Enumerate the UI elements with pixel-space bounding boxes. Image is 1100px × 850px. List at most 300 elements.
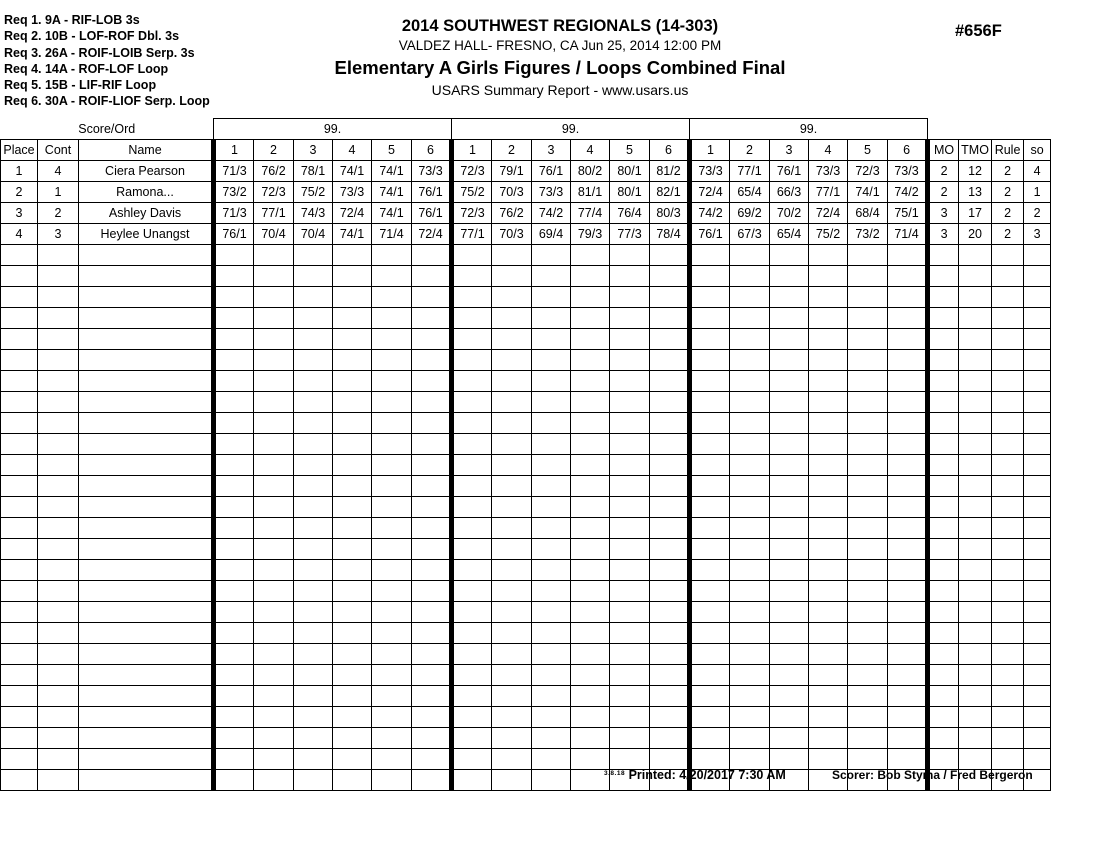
cell-score-g2-3 [532, 581, 571, 602]
cell-tmo [959, 455, 992, 476]
cell-cont [38, 602, 79, 623]
cell-rule [992, 308, 1024, 329]
cell-mo [928, 434, 959, 455]
cell-score-g1-2 [254, 686, 294, 707]
cell-score-g3-4 [809, 539, 848, 560]
cell-so: 2 [1024, 203, 1051, 224]
cell-score-g1-1 [214, 728, 254, 749]
cell-name [79, 329, 214, 350]
cell-score-g2-3 [532, 560, 571, 581]
cell-score-g2-4 [571, 665, 610, 686]
cell-name [79, 434, 214, 455]
cell-score-g2-6 [650, 350, 690, 371]
cell-score-g2-3 [532, 707, 571, 728]
cell-score-g1-6 [412, 329, 452, 350]
cell-mo [928, 287, 959, 308]
table-row-empty[interactable] [1, 539, 1051, 560]
cell-rule: 2 [992, 203, 1024, 224]
cell-score-g3-1 [690, 266, 730, 287]
cell-score-g2-3 [532, 455, 571, 476]
cell-score-g1-2 [254, 413, 294, 434]
cell-score-g3-5 [848, 602, 888, 623]
cell-score-g1-6 [412, 665, 452, 686]
table-row-empty[interactable] [1, 287, 1051, 308]
column-header-name: Name [79, 140, 214, 161]
cell-score-g3-1: 74/2 [690, 203, 730, 224]
cell-score-g2-5 [610, 329, 650, 350]
cell-score-g3-3 [770, 602, 809, 623]
cell-score-g2-2 [492, 350, 532, 371]
column-header-place: Place [1, 140, 38, 161]
cell-score-g3-3: 66/3 [770, 182, 809, 203]
report-footer [0, 766, 1048, 786]
cell-score-g2-1 [452, 392, 492, 413]
cell-score-g3-3 [770, 413, 809, 434]
cell-score-g2-5 [610, 371, 650, 392]
requirement-line: Req 4. 14A - ROF-LOF Loop [4, 61, 169, 76]
column-header-rule: Rule [992, 140, 1024, 161]
table-row-empty[interactable] [1, 245, 1051, 266]
cell-score-g1-5 [372, 707, 412, 728]
cell-score-g3-1 [690, 707, 730, 728]
cell-score-g1-5 [372, 644, 412, 665]
cell-score-g3-4 [809, 728, 848, 749]
cell-score-g2-3 [532, 476, 571, 497]
cell-score-g2-5: 80/1 [610, 161, 650, 182]
cell-score-g1-5 [372, 581, 412, 602]
cell-tmo [959, 497, 992, 518]
cell-tmo [959, 602, 992, 623]
cell-score-g2-5 [610, 287, 650, 308]
cell-score-g3-5 [848, 623, 888, 644]
cell-score-g1-6 [412, 518, 452, 539]
cell-cont [38, 455, 79, 476]
cell-score-g1-1 [214, 350, 254, 371]
cell-tmo [959, 350, 992, 371]
cell-score-g3-2 [730, 665, 770, 686]
cell-score-g2-5 [610, 497, 650, 518]
cell-name [79, 455, 214, 476]
cell-score-g3-4 [809, 686, 848, 707]
cell-score-g2-6 [650, 560, 690, 581]
cell-score-g2-3 [532, 245, 571, 266]
cell-score-g1-3: 75/2 [294, 182, 333, 203]
cell-score-g1-5 [372, 518, 412, 539]
cell-score-g2-5 [610, 350, 650, 371]
column-header-judge-g1-2: 2 [254, 140, 294, 161]
cell-score-g1-4 [333, 308, 372, 329]
cell-score-g3-4 [809, 413, 848, 434]
cell-score-g3-1 [690, 665, 730, 686]
cell-rule: 2 [992, 224, 1024, 245]
cell-score-g3-6 [888, 707, 928, 728]
cell-score-g2-4 [571, 308, 610, 329]
cell-place [1, 665, 38, 686]
cell-score-g3-3 [770, 266, 809, 287]
table-row[interactable] [1, 203, 1051, 224]
cell-rule [992, 371, 1024, 392]
cell-score-g2-1 [452, 497, 492, 518]
cell-score-g1-4 [333, 350, 372, 371]
cell-score-g2-4 [571, 329, 610, 350]
cell-place [1, 644, 38, 665]
cell-tmo [959, 476, 992, 497]
cell-score-g3-3 [770, 371, 809, 392]
cell-score-g2-3: 73/3 [532, 182, 571, 203]
cell-cont [38, 245, 79, 266]
cell-score-g1-6 [412, 266, 452, 287]
cell-score-g1-4 [333, 434, 372, 455]
table-row-empty[interactable] [1, 392, 1051, 413]
cell-rule [992, 602, 1024, 623]
cell-score-g1-5 [372, 371, 412, 392]
cell-mo [928, 623, 959, 644]
cell-score-g1-3: 70/4 [294, 224, 333, 245]
cell-score-g3-5: 72/3 [848, 161, 888, 182]
cell-tmo: 12 [959, 161, 992, 182]
cell-score-g1-2 [254, 434, 294, 455]
cell-score-g2-4 [571, 518, 610, 539]
cell-cont [38, 287, 79, 308]
cell-score-g2-2 [492, 455, 532, 476]
cell-score-g1-4 [333, 623, 372, 644]
cell-score-g3-1 [690, 413, 730, 434]
cell-rule [992, 665, 1024, 686]
cell-score-g3-5 [848, 476, 888, 497]
cell-score-g1-1 [214, 644, 254, 665]
cell-score-g2-4 [571, 287, 610, 308]
cell-tmo [959, 329, 992, 350]
cell-so [1024, 728, 1051, 749]
cell-so [1024, 497, 1051, 518]
cell-name [79, 665, 214, 686]
requirement-line: Req 5. 15B - LIF-RIF Loop [4, 78, 157, 93]
cell-score-g2-6 [650, 581, 690, 602]
cell-score-g2-1 [452, 707, 492, 728]
cell-score-g2-4 [571, 707, 610, 728]
table-row-empty[interactable] [1, 665, 1051, 686]
cell-score-g3-3 [770, 497, 809, 518]
table-row[interactable] [1, 161, 1051, 182]
cell-score-g3-2 [730, 539, 770, 560]
cell-score-g2-3 [532, 497, 571, 518]
cell-score-g1-6 [412, 476, 452, 497]
cell-mo [928, 413, 959, 434]
cell-score-g2-6 [650, 434, 690, 455]
cell-score-g3-4 [809, 371, 848, 392]
cell-score-g3-5 [848, 308, 888, 329]
cell-name [79, 560, 214, 581]
cell-score-g1-2: 70/4 [254, 224, 294, 245]
cell-score-g2-2 [492, 707, 532, 728]
cell-score-g3-3 [770, 623, 809, 644]
column-header-tmo: TMO [959, 140, 992, 161]
cell-score-g2-1 [452, 560, 492, 581]
cell-score-g1-3 [294, 560, 333, 581]
cell-mo: 2 [928, 161, 959, 182]
cell-cont [38, 434, 79, 455]
cell-score-g2-1: 72/3 [452, 161, 492, 182]
cell-score-g3-6 [888, 350, 928, 371]
cell-score-g2-2: 70/3 [492, 182, 532, 203]
cell-score-g1-6 [412, 392, 452, 413]
cell-score-g1-1 [214, 266, 254, 287]
cell-score-g2-6 [650, 665, 690, 686]
table-row-empty[interactable] [1, 497, 1051, 518]
cell-score-g1-5: 74/1 [372, 203, 412, 224]
cell-score-g2-4 [571, 455, 610, 476]
cell-tmo [959, 560, 992, 581]
cell-score-g2-4 [571, 602, 610, 623]
table-row-empty[interactable] [1, 413, 1051, 434]
table-row-empty[interactable] [1, 455, 1051, 476]
cell-score-g1-6 [412, 560, 452, 581]
cell-score-g1-5 [372, 665, 412, 686]
cell-name [79, 686, 214, 707]
cell-score-g2-6: 80/3 [650, 203, 690, 224]
cell-score-g3-6 [888, 371, 928, 392]
cell-score-g2-5 [610, 455, 650, 476]
column-header-judge-g2-1: 1 [452, 140, 492, 161]
cell-tmo: 17 [959, 203, 992, 224]
cell-score-g3-1 [690, 644, 730, 665]
table-row-empty[interactable] [1, 434, 1051, 455]
cell-so [1024, 413, 1051, 434]
cell-score-g2-3 [532, 329, 571, 350]
cell-score-g3-3 [770, 455, 809, 476]
cell-place [1, 686, 38, 707]
cell-score-g2-4 [571, 686, 610, 707]
cell-score-g2-2 [492, 686, 532, 707]
column-header-judge-g2-6: 6 [650, 140, 690, 161]
group-header-3: 99. [690, 119, 928, 140]
cell-name [79, 644, 214, 665]
cell-score-g1-3 [294, 245, 333, 266]
cell-score-g3-2 [730, 476, 770, 497]
cell-score-g2-6 [650, 308, 690, 329]
cell-so [1024, 560, 1051, 581]
cell-mo [928, 245, 959, 266]
cell-score-g3-5 [848, 392, 888, 413]
table-row-empty[interactable] [1, 371, 1051, 392]
cell-score-g3-4 [809, 287, 848, 308]
cell-place [1, 455, 38, 476]
cell-score-g3-1 [690, 245, 730, 266]
cell-score-g2-5 [610, 728, 650, 749]
cell-so [1024, 665, 1051, 686]
cell-name [79, 581, 214, 602]
cell-score-g1-4 [333, 728, 372, 749]
cell-score-g1-1 [214, 518, 254, 539]
cell-score-g1-3 [294, 350, 333, 371]
cell-cont [38, 329, 79, 350]
column-header-judge-g2-2: 2 [492, 140, 532, 161]
cell-score-g1-5: 74/1 [372, 161, 412, 182]
cell-so [1024, 518, 1051, 539]
cell-score-g3-5 [848, 728, 888, 749]
cell-score-g3-5 [848, 329, 888, 350]
table-row-empty[interactable] [1, 707, 1051, 728]
cell-score-g2-6: 81/2 [650, 161, 690, 182]
table-row-empty[interactable] [1, 686, 1051, 707]
cell-score-g1-1 [214, 392, 254, 413]
cell-score-g3-5 [848, 266, 888, 287]
cell-score-g1-2 [254, 308, 294, 329]
cell-score-g1-5 [372, 434, 412, 455]
cell-score-g1-1 [214, 707, 254, 728]
column-header-judge-g3-4: 4 [809, 140, 848, 161]
cell-score-g1-2 [254, 581, 294, 602]
cell-tmo [959, 434, 992, 455]
cell-score-g3-5: 74/1 [848, 182, 888, 203]
cell-score-g1-5 [372, 476, 412, 497]
table-row-empty[interactable] [1, 728, 1051, 749]
cell-score-g2-5: 76/4 [610, 203, 650, 224]
cell-rule [992, 728, 1024, 749]
cell-name [79, 518, 214, 539]
table-row-empty[interactable] [1, 350, 1051, 371]
cell-name [79, 413, 214, 434]
cell-score-g2-6 [650, 602, 690, 623]
cell-mo: 2 [928, 182, 959, 203]
cell-score-g3-1 [690, 455, 730, 476]
cell-score-g2-2 [492, 392, 532, 413]
cell-score-g1-3 [294, 623, 333, 644]
cell-score-g2-4 [571, 245, 610, 266]
cell-cont [38, 518, 79, 539]
cell-score-g3-1 [690, 308, 730, 329]
cell-score-g2-6 [650, 413, 690, 434]
cell-score-g3-5 [848, 539, 888, 560]
table-row-empty[interactable] [1, 560, 1051, 581]
cell-score-g2-3 [532, 413, 571, 434]
cell-score-g2-5: 77/3 [610, 224, 650, 245]
cell-score-g2-5 [610, 245, 650, 266]
cell-place [1, 329, 38, 350]
cell-score-g3-1 [690, 539, 730, 560]
table-row-empty[interactable] [1, 518, 1051, 539]
cell-rule [992, 707, 1024, 728]
cell-tmo [959, 707, 992, 728]
cell-score-g1-4 [333, 455, 372, 476]
table-row-empty[interactable] [1, 476, 1051, 497]
cell-score-g2-3 [532, 602, 571, 623]
cell-score-g3-3 [770, 581, 809, 602]
cell-score-g2-2 [492, 497, 532, 518]
cell-score-g2-4 [571, 497, 610, 518]
table-row-empty[interactable] [1, 308, 1051, 329]
cell-mo [928, 728, 959, 749]
cell-rule [992, 392, 1024, 413]
cell-score-g3-6 [888, 434, 928, 455]
cell-score-g3-3 [770, 686, 809, 707]
cell-mo [928, 350, 959, 371]
cell-score-g2-4: 79/3 [571, 224, 610, 245]
cell-mo [928, 644, 959, 665]
cell-score-g3-4 [809, 665, 848, 686]
cell-so [1024, 539, 1051, 560]
cell-score-g3-5 [848, 455, 888, 476]
table-row-empty[interactable] [1, 581, 1051, 602]
cell-score-g3-2 [730, 287, 770, 308]
cell-score-g3-1 [690, 518, 730, 539]
group-band-row [1, 119, 1051, 140]
cell-score-g3-6 [888, 623, 928, 644]
cell-score-g2-5 [610, 707, 650, 728]
cell-score-g3-2 [730, 560, 770, 581]
cell-mo [928, 308, 959, 329]
cell-mo [928, 539, 959, 560]
cell-rule [992, 287, 1024, 308]
table-row[interactable] [1, 182, 1051, 203]
cell-score-g1-4 [333, 644, 372, 665]
cell-score-g2-1 [452, 350, 492, 371]
cell-score-g2-2 [492, 413, 532, 434]
cell-score-g1-6 [412, 728, 452, 749]
cell-rule [992, 476, 1024, 497]
table-row[interactable] [1, 224, 1051, 245]
table-row-empty[interactable] [1, 266, 1051, 287]
requirement-line: Req 6. 30A - ROIF-LIOF Serp. Loop [4, 94, 210, 109]
cell-score-g1-1 [214, 434, 254, 455]
cell-score-g3-2 [730, 644, 770, 665]
table-row-empty[interactable] [1, 602, 1051, 623]
table-row-empty[interactable] [1, 644, 1051, 665]
cell-score-g3-2 [730, 728, 770, 749]
cell-score-g3-3 [770, 287, 809, 308]
cell-score-g1-2 [254, 266, 294, 287]
cell-score-g1-5 [372, 623, 412, 644]
cell-score-g1-1: 73/2 [214, 182, 254, 203]
cell-score-g2-6 [650, 371, 690, 392]
cell-score-g3-5 [848, 434, 888, 455]
cell-score-g3-1 [690, 329, 730, 350]
cell-score-g2-5: 80/1 [610, 182, 650, 203]
cell-mo [928, 602, 959, 623]
cell-score-g3-3 [770, 518, 809, 539]
cell-score-g2-2: 70/3 [492, 224, 532, 245]
cell-score-g1-3 [294, 266, 333, 287]
cell-score-g2-5 [610, 602, 650, 623]
requirement-line: Req 3. 26A - ROIF-LOIB Serp. 3s [4, 45, 195, 60]
table-row-empty[interactable] [1, 329, 1051, 350]
cell-place [1, 476, 38, 497]
cell-mo [928, 665, 959, 686]
cell-cont: 3 [38, 224, 79, 245]
cell-score-g1-2 [254, 728, 294, 749]
cell-score-g2-5 [610, 686, 650, 707]
cell-score-g3-5 [848, 518, 888, 539]
cell-score-g1-4 [333, 539, 372, 560]
cell-score-g3-3 [770, 329, 809, 350]
cell-score-g1-1 [214, 371, 254, 392]
cell-score-g2-1 [452, 434, 492, 455]
cell-score-g1-2 [254, 644, 294, 665]
group-header-2: 99. [452, 119, 690, 140]
cell-score-g2-6 [650, 245, 690, 266]
cell-score-g3-3 [770, 350, 809, 371]
table-row-empty[interactable] [1, 623, 1051, 644]
cell-score-g3-3: 65/4 [770, 224, 809, 245]
cell-score-g2-6 [650, 518, 690, 539]
column-header-judge-g3-3: 3 [770, 140, 809, 161]
cell-rule [992, 350, 1024, 371]
column-header-judge-g2-3: 3 [532, 140, 571, 161]
cell-score-g2-4: 77/4 [571, 203, 610, 224]
cell-rule [992, 686, 1024, 707]
cell-score-g2-5 [610, 266, 650, 287]
cell-score-g3-4 [809, 329, 848, 350]
